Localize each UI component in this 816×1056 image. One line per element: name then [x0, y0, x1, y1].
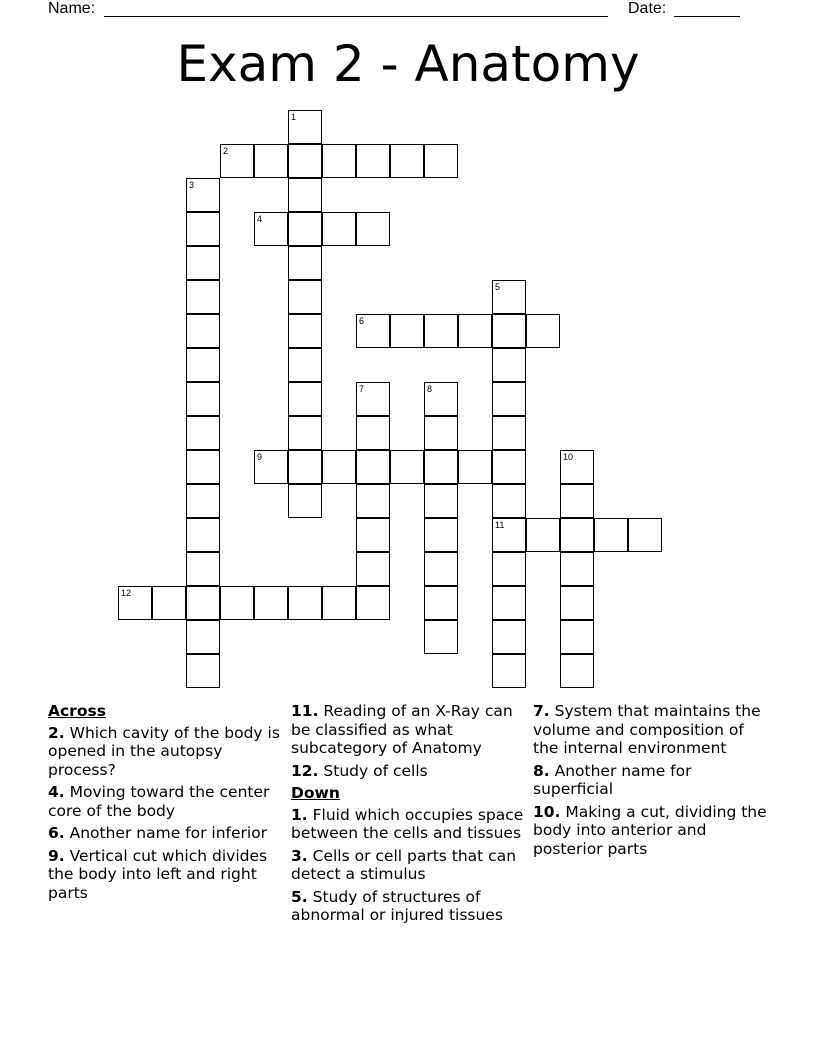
clue-column-2 [291, 702, 531, 929]
crossword-cell[interactable] [560, 450, 594, 484]
crossword-cell[interactable] [288, 178, 322, 212]
crossword-cell[interactable] [288, 246, 322, 280]
across-heading: Across [48, 702, 106, 720]
crossword-cell[interactable] [492, 518, 526, 552]
crossword-cell[interactable] [186, 348, 220, 382]
clue-number: 2. [48, 723, 65, 742]
crossword-cell[interactable] [628, 518, 662, 552]
crossword-cell[interactable] [356, 144, 390, 178]
crossword-cell[interactable] [322, 586, 356, 620]
crossword-cell[interactable] [152, 586, 186, 620]
crossword-cell[interactable] [356, 518, 390, 552]
crossword-cell[interactable] [390, 144, 424, 178]
clue-text: System that maintains the volume and composition of the internal environment [533, 702, 761, 757]
crossword-cell[interactable] [186, 280, 220, 314]
crossword-cell[interactable] [186, 518, 220, 552]
crossword-cell[interactable] [186, 382, 220, 416]
cell-number: 9 [257, 452, 263, 462]
clue-across-12 [291, 762, 531, 781]
clue-text: Study of cells [323, 761, 428, 780]
crossword-cell[interactable] [390, 314, 424, 348]
clue-down-3 [291, 847, 531, 884]
crossword-cell[interactable] [560, 484, 594, 518]
crossword-cell[interactable] [288, 280, 322, 314]
crossword-cell[interactable] [492, 450, 526, 484]
date-label: Date: [628, 0, 667, 17]
crossword-cell[interactable] [186, 620, 220, 654]
crossword-cell[interactable] [356, 586, 390, 620]
crossword-cell[interactable] [186, 586, 220, 620]
clue-number: 9. [48, 846, 65, 865]
clue-column-3 [533, 702, 773, 862]
crossword-cell[interactable] [492, 586, 526, 620]
crossword-cell[interactable] [424, 552, 458, 586]
crossword-cell[interactable] [356, 484, 390, 518]
clue-across-2 [48, 724, 288, 780]
clue-text: Study of structures of abnormal or injured tissues [291, 887, 503, 924]
clue-number: 5. [291, 887, 308, 906]
crossword-cell[interactable] [492, 314, 526, 348]
crossword-cell[interactable] [492, 416, 526, 450]
crossword-cell[interactable] [492, 552, 526, 586]
crossword-cell[interactable] [356, 416, 390, 450]
crossword-cell[interactable] [288, 212, 322, 246]
clue-down-1 [291, 806, 531, 843]
clue-number: 12. [291, 761, 319, 780]
crossword-cell[interactable] [526, 314, 560, 348]
clue-text: Fluid which occupies space between the cells and tissues [291, 805, 524, 842]
cell-number: 7 [359, 384, 365, 394]
clue-down-7 [533, 702, 773, 758]
clue-number: 7. [533, 702, 550, 720]
crossword-cell[interactable] [458, 450, 492, 484]
clue-across-11 [291, 702, 531, 758]
crossword-cell[interactable] [186, 314, 220, 348]
crossword-cell[interactable] [492, 382, 526, 416]
clue-across-9 [48, 847, 288, 903]
crossword-cell[interactable] [492, 620, 526, 654]
crossword-cell[interactable] [560, 518, 594, 552]
crossword-cell[interactable] [560, 620, 594, 654]
crossword-cell[interactable] [526, 518, 560, 552]
crossword-cell[interactable] [356, 552, 390, 586]
crossword-cell[interactable] [322, 450, 356, 484]
cell-number: 1 [291, 112, 297, 122]
clue-number: 8. [533, 761, 550, 780]
crossword-cell[interactable] [560, 552, 594, 586]
crossword-cell[interactable] [186, 654, 220, 688]
crossword-cell[interactable] [458, 314, 492, 348]
crossword-cell[interactable] [288, 450, 322, 484]
crossword-cell[interactable] [220, 144, 254, 178]
crossword-cell[interactable] [186, 178, 220, 212]
crossword-cell[interactable] [186, 212, 220, 246]
clue-down-10 [533, 803, 773, 859]
cell-number: 5 [495, 282, 501, 292]
crossword-cell[interactable] [390, 450, 424, 484]
crossword-cell[interactable] [186, 552, 220, 586]
cell-number: 8 [427, 384, 433, 394]
clue-number: 6. [48, 824, 65, 842]
clue-number: 11. [291, 702, 319, 720]
clue-text: Cells or cell parts that can detect a stimulus [291, 846, 517, 883]
crossword-cell[interactable] [254, 212, 288, 246]
crossword-cell[interactable] [288, 586, 322, 620]
clue-number: 4. [48, 783, 65, 801]
crossword-cell[interactable] [492, 348, 526, 382]
crossword-cell[interactable] [424, 450, 458, 484]
crossword-cell[interactable] [186, 416, 220, 450]
crossword-cell[interactable] [424, 484, 458, 518]
clue-text: Another name for inferior [69, 824, 268, 842]
crossword-cell[interactable] [288, 382, 322, 416]
crossword-cell[interactable] [424, 314, 458, 348]
crossword-cell[interactable] [424, 144, 458, 178]
clue-text: Moving toward the center core of the body [48, 783, 270, 820]
clue-down-8 [533, 762, 773, 799]
clue-number: 1. [291, 805, 308, 824]
cell-number: 6 [359, 316, 365, 326]
crossword-cell[interactable] [356, 450, 390, 484]
crossword-cell[interactable] [254, 450, 288, 484]
cell-number: 12 [121, 588, 132, 598]
name-label: Name: [48, 0, 96, 17]
clue-across-4 [48, 783, 288, 820]
clue-text: Vertical cut which divides the body into left and right parts [48, 846, 268, 902]
crossword-cell[interactable] [288, 348, 322, 382]
crossword-cell[interactable] [254, 586, 288, 620]
crossword-cell[interactable] [492, 280, 526, 314]
crossword-cell[interactable] [594, 518, 628, 552]
cell-number: 11 [495, 520, 505, 530]
crossword-cell[interactable] [424, 620, 458, 654]
clue-text: Making a cut, dividing the body into anterior and posterior parts [533, 802, 767, 858]
clue-number: 10. [533, 802, 561, 821]
crossword-cell[interactable] [424, 518, 458, 552]
crossword-cell[interactable] [322, 144, 356, 178]
crossword-cell[interactable] [288, 110, 322, 144]
clue-down-5 [291, 888, 531, 925]
clue-column-1 [48, 702, 288, 906]
clue-across-6 [48, 824, 288, 843]
crossword-cell[interactable] [288, 144, 322, 178]
crossword-cell[interactable] [356, 314, 390, 348]
crossword-cell[interactable] [492, 484, 526, 518]
cell-number: 3 [189, 180, 195, 190]
crossword-cell[interactable] [186, 450, 220, 484]
crossword-cell[interactable] [356, 382, 390, 416]
crossword-cell[interactable] [288, 416, 322, 450]
crossword-cell[interactable] [356, 212, 390, 246]
cell-number: 10 [563, 452, 574, 462]
down-heading: Down [291, 784, 340, 802]
clue-number: 3. [291, 846, 308, 865]
crossword-cell[interactable] [424, 382, 458, 416]
page-title: Exam 2 - Anatomy [176, 35, 640, 93]
crossword-cell[interactable] [424, 586, 458, 620]
crossword-cell[interactable] [424, 416, 458, 450]
crossword-cell[interactable] [186, 246, 220, 280]
crossword-cell[interactable] [560, 586, 594, 620]
clue-text: Which cavity of the body is opened in the autopsy process? [48, 723, 280, 779]
cell-number: 2 [223, 146, 229, 156]
crossword-cell[interactable] [220, 586, 254, 620]
crossword-cell[interactable] [560, 654, 594, 688]
cell-number: 4 [257, 214, 263, 224]
crossword-cell[interactable] [288, 484, 322, 518]
crossword-cell[interactable] [288, 314, 322, 348]
crossword-cell[interactable] [492, 654, 526, 688]
crossword-cell[interactable] [254, 144, 288, 178]
clue-text: Reading of an X-Ray can be classified as what subcategory of Anatomy [291, 702, 513, 757]
clue-text: Another name for superficial [533, 761, 692, 798]
crossword-cell[interactable] [322, 212, 356, 246]
crossword-cell[interactable] [186, 484, 220, 518]
crossword-cell[interactable] [118, 586, 152, 620]
